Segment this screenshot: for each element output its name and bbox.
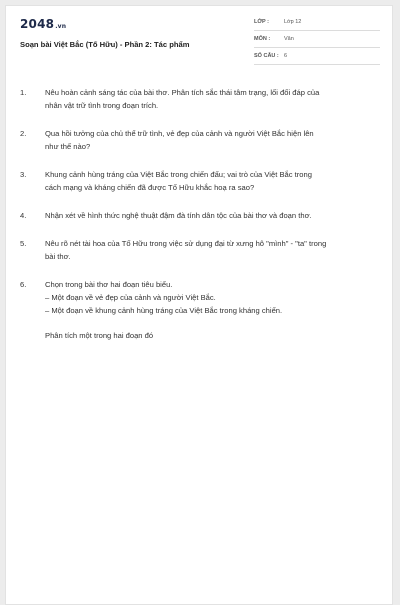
question-number: 2. [20, 129, 27, 138]
question-text: Qua hồi tưởng của chủ thể trữ tình, vẻ đẹp của cảnh và người Việt Bắc hiện lên [45, 129, 314, 138]
meta-value: Văn [284, 36, 294, 42]
meta-info [254, 16, 380, 67]
question-text: Nêu hoàn cảnh sáng tác của bài thơ. Phân tích sắc thái tâm trạng, lối đối đáp của [45, 88, 320, 97]
meta-row-subject [254, 33, 380, 48]
question-number: 1. [20, 88, 27, 97]
question-item [20, 237, 380, 263]
question-item [20, 127, 380, 153]
question-item [20, 168, 380, 194]
logo-main: 2048 [20, 17, 55, 31]
question-text: cách mạng và kháng chiến đã được Tố Hữu khắc hoạ ra sao? [45, 183, 255, 192]
question-number: 5. [20, 239, 27, 248]
question-item [20, 86, 380, 112]
site-logo[interactable] [20, 17, 66, 31]
document-title: Soạn bài Việt Bắc (Tố Hữu) - Phần 2: Tác phẩm [20, 40, 190, 49]
question-text: – Một đoạn về khung cảnh hùng tráng của Việt Bắc trong kháng chiến. [45, 306, 283, 315]
question-item [20, 278, 380, 342]
document-header [6, 6, 392, 68]
question-item [20, 209, 380, 222]
meta-value: 6 [284, 53, 288, 59]
question-text: Chọn trong bài thơ hai đoạn tiêu biểu. [45, 280, 173, 289]
meta-row-class [254, 16, 380, 31]
logo-suffix: .vn [55, 23, 67, 30]
question-number: 4. [20, 211, 27, 220]
meta-label: LỚP : [254, 19, 269, 25]
question-text: như thế nào? [45, 142, 91, 151]
question-text: Nhận xét về hình thức nghệ thuật đậm đà tính dân tộc của bài thơ và đoạn thơ. [45, 211, 312, 220]
question-text: Khung cảnh hùng tráng của Việt Bắc trong chiến đấu; vai trò của Việt Bắc trong [45, 170, 312, 179]
meta-label: SỐ CÂU : [254, 53, 279, 59]
meta-label: MÔN : [254, 36, 271, 42]
question-text: bài thơ. [45, 252, 71, 261]
question-list [20, 86, 380, 357]
question-number: 6. [20, 280, 27, 289]
question-text: – Một đoạn về vẻ đẹp của cảnh và người Việt Bắc. [45, 293, 216, 302]
question-text: nhân vật trữ tình trong đoạn trích. [45, 101, 159, 110]
meta-value: Lớp 12 [284, 19, 302, 25]
document-page [5, 5, 393, 605]
question-instruction: Phân tích một trong hai đoạn đó [45, 331, 154, 340]
question-number: 3. [20, 170, 27, 179]
question-text: Nêu rõ nét tài hoa của Tố Hữu trong việc sử dụng đại từ xưng hô "mình" - "ta" trong [45, 239, 327, 248]
meta-row-count [254, 50, 380, 65]
